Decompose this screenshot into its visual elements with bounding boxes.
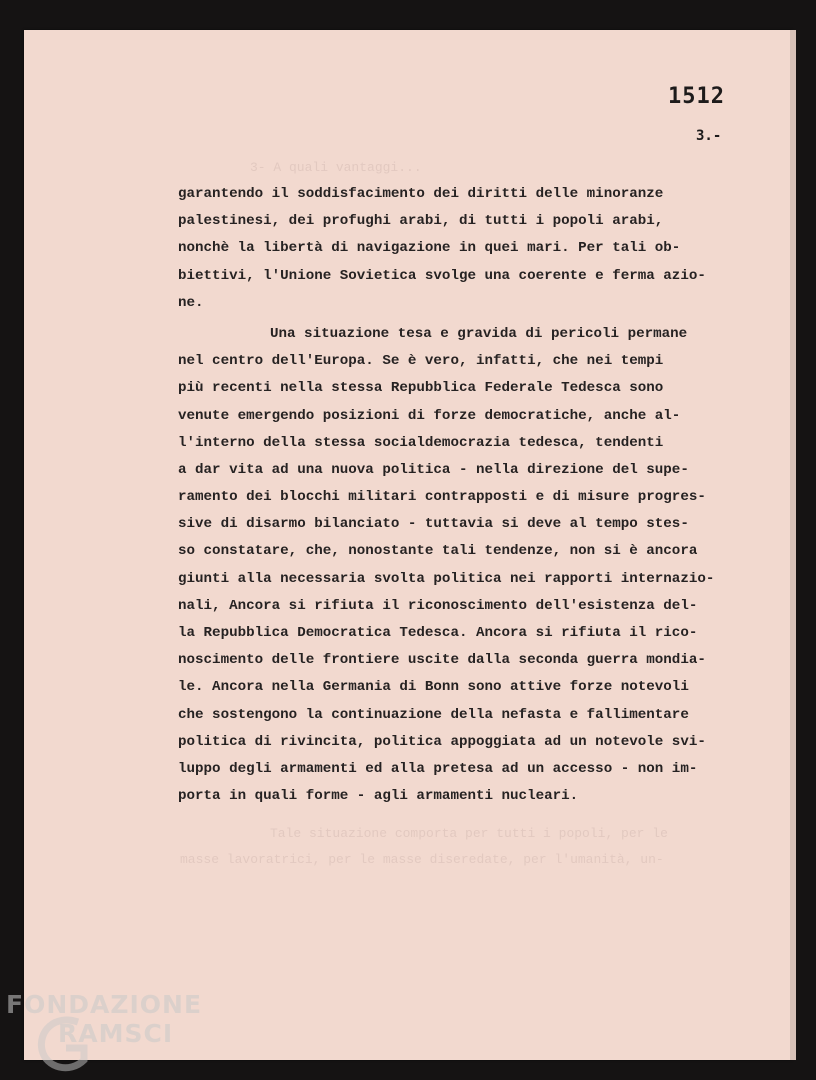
text-line: noscimento delle frontiere uscite dalla seconda guerra mondia- <box>178 652 706 669</box>
bleed-through: Tale situazione comporta per tutti i popoli, per le <box>270 826 668 841</box>
text-line: porta in quali forme - agli armamenti nucleari. <box>178 788 579 805</box>
text-line: palestinesi, dei profughi arabi, di tutti i popoli arabi, <box>178 213 664 230</box>
text-line: le. Ancora nella Germania di Bonn sono attive forze notevoli <box>178 679 689 696</box>
text-line: nali, Ancora si rifiuta il riconoscimento dell'esistenza del- <box>178 597 698 614</box>
text-line: a dar vita ad una nuova politica - nella direzione del supe- <box>178 461 689 478</box>
text-line: sive di disarmo bilanciato - tuttavia si deve al tempo stes- <box>178 516 689 533</box>
text-line: so constatare, che, nonostante tali tendenze, non si è ancora <box>178 543 698 560</box>
text-line: nel centro dell'Europa. Se è vero, infatti, che nei tempi <box>178 353 664 370</box>
text-line: garantendo il soddisfacimento dei diritti delle minoranze <box>178 186 664 202</box>
watermark-line-1: FONDAZIONE <box>6 990 203 1019</box>
bleed-through: masse lavoratrici, per le masse diseredate, per l'umanità, un- <box>180 852 664 867</box>
watermark-line-2: RAMSCI <box>58 1019 174 1048</box>
text-line: politica di rivincita, politica appoggiata ad un notevole svi- <box>178 733 706 750</box>
paper-edge <box>790 30 796 1060</box>
fondazione-gramsci-watermark <box>6 992 202 1046</box>
text-line: nonchè la libertà di navigazione in quei mari. Per tali ob- <box>178 240 681 257</box>
text-line: biettivi, l'Unione Sovietica svolge una coerente e ferma azio- <box>178 267 706 284</box>
sheet-number: 3.- <box>696 128 722 144</box>
text-line: luppo degli armamenti ed alla pretesa ad un accesso - non im- <box>178 760 698 777</box>
text-line: venute emergendo posizioni di forze democratiche, anche al- <box>178 407 681 424</box>
text-line: ne. <box>178 294 204 311</box>
page-number: 1512 <box>668 84 725 109</box>
text-line: la Repubblica Democratica Tedesca. Ancora si rifiuta il rico- <box>178 625 698 641</box>
text-line: ramento dei blocchi militari contrapposti e di misure progres- <box>178 489 706 506</box>
text-line: più recenti nella stessa Repubblica Federale Tedesca sono <box>178 380 664 397</box>
bleed-through: 3- A quali vantaggi... <box>250 160 422 175</box>
text-line: l'interno della stessa socialdemocrazia tedesca, tendenti <box>178 434 664 451</box>
text-line: che sostengono la continuazione della nefasta e fallimentare <box>178 706 689 723</box>
text-line: Una situazione tesa e gravida di pericoli permane <box>270 325 688 342</box>
text-line: giunti alla necessaria svolta politica nei rapporti internazio- <box>178 570 715 587</box>
typed-body-text <box>178 181 778 810</box>
